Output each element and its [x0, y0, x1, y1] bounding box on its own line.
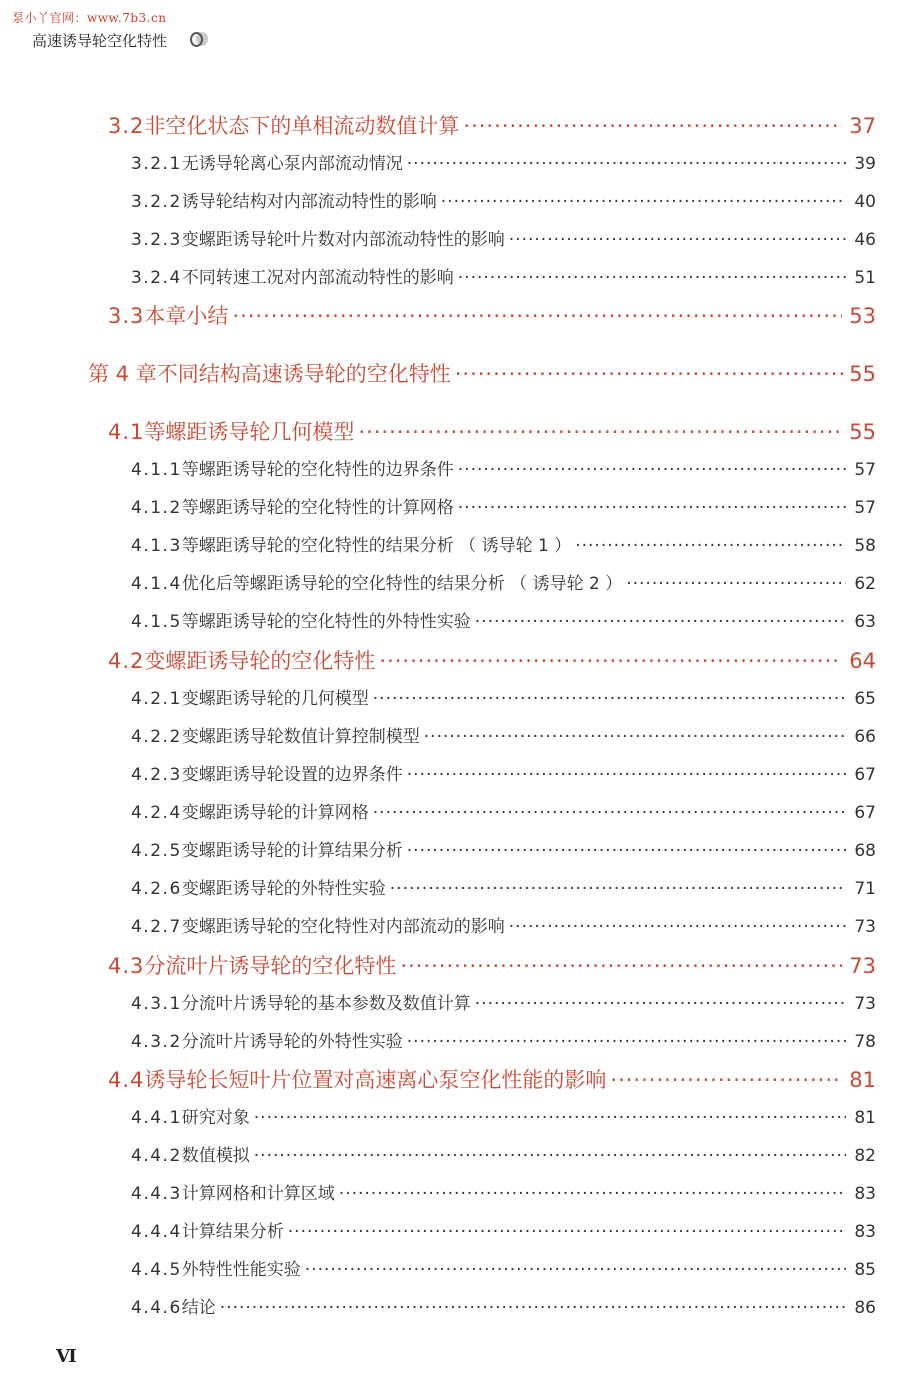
- toc-entry[interactable]: [131, 493, 876, 518]
- toc-entry-title: 结论: [181, 1298, 216, 1318]
- toc-entry[interactable]: [131, 263, 876, 288]
- toc-entry-page: 55: [849, 362, 876, 386]
- toc-entry[interactable]: [131, 607, 876, 632]
- toc-entry-title: 无诱导轮离心泵内部流动情况: [181, 154, 403, 174]
- toc-entry-title: 诱导轮长短叶片位置对高速离心泵空化性能的影响: [144, 1068, 607, 1092]
- toc-entry-number: 4.4.5: [131, 1260, 182, 1280]
- toc-entry-number: 3.2.4: [131, 268, 182, 288]
- toc-leader-dots: [373, 689, 846, 709]
- toc-entry-number: 4.4.4: [131, 1222, 182, 1242]
- toc-entry-title: 外特性性能实验: [181, 1260, 301, 1280]
- toc-entry-page: 86: [854, 1298, 876, 1318]
- toc-entry-title: 不同结构高速诱导轮的空化特性: [156, 362, 451, 386]
- toc-leader-dots: [407, 1032, 846, 1052]
- toc-leader-dots: [626, 574, 846, 594]
- toc-entry-title: 不同转速工况对内部流动特性的影响: [181, 268, 454, 288]
- toc-entry[interactable]: [108, 950, 876, 980]
- toc-entry-page: 68: [854, 841, 876, 861]
- toc-leader-dots: [400, 954, 842, 978]
- toc-entry-number: 3.2: [108, 114, 145, 138]
- toc-entry[interactable]: [131, 1027, 876, 1052]
- toc-entry-page: 81: [854, 1108, 876, 1128]
- toc-entry-page: 63: [854, 612, 876, 632]
- toc-entry-number: 4.1.2: [131, 498, 182, 518]
- toc-entry-number: 3.2.3: [131, 230, 182, 250]
- toc-entry[interactable]: [131, 1293, 876, 1318]
- toc-leader-dots: [305, 1260, 846, 1280]
- toc-entry-title: 分流叶片诱导轮的空化特性: [144, 954, 397, 978]
- toc-leader-dots: [358, 420, 842, 444]
- toc-entry-number: 4.3: [108, 954, 145, 978]
- toc-leader-dots: [441, 192, 846, 212]
- toc-entry-page: 66: [854, 727, 876, 747]
- toc-entry-number: 4.2: [108, 649, 145, 673]
- toc-entry-page: 83: [854, 1184, 876, 1204]
- toc-entry-number: 4.2.6: [131, 879, 182, 899]
- toc-entry-page: 73: [849, 954, 876, 978]
- toc-entry-number: 3.2.2: [131, 192, 182, 212]
- toc-leader-dots: [339, 1184, 846, 1204]
- toc-entry[interactable]: [131, 1255, 876, 1280]
- toc-entry-number: 4.1: [108, 420, 145, 444]
- toc-entry-page: 62: [854, 574, 876, 594]
- toc-leader-dots: [458, 268, 846, 288]
- toc-leader-dots: [509, 230, 846, 250]
- toc-entry-title: 变螺距诱导轮的计算网格: [181, 803, 369, 823]
- toc-leader-dots: [458, 460, 846, 480]
- toc-entry-page: 65: [854, 689, 876, 709]
- toc-entry-number: 4.2.2: [131, 727, 182, 747]
- toc-entry-number: 4.1.1: [131, 460, 182, 480]
- toc-leader-dots: [254, 1146, 846, 1166]
- toc-entry-page: 83: [854, 1222, 876, 1242]
- toc-leader-dots: [475, 994, 846, 1014]
- toc-entry-page: 64: [849, 649, 876, 673]
- toc-entry[interactable]: [131, 1103, 876, 1128]
- toc-entry[interactable]: [131, 1217, 876, 1242]
- toc-entry[interactable]: [131, 989, 876, 1014]
- toc-entry-number: 4.1.4: [131, 574, 182, 594]
- toc-leader-dots: [463, 114, 842, 138]
- toc-entry-page: 39: [854, 154, 876, 174]
- toc-leader-dots: [407, 841, 846, 861]
- toc-entry-number: 4.3.1: [131, 994, 182, 1014]
- toc-leader-dots: [254, 1108, 846, 1128]
- toc-entry-number: 4.4.6: [131, 1298, 182, 1318]
- toc-leader-dots: [373, 803, 846, 823]
- toc-entry-page: 73: [854, 917, 876, 937]
- toc-entry-number: 4.1.3: [131, 536, 182, 556]
- toc-entry-title: 等螺距诱导轮的空化特性的计算网格: [181, 498, 454, 518]
- toc-entry-page: 67: [854, 803, 876, 823]
- toc-entry-page: 37: [849, 114, 876, 138]
- toc-entry[interactable]: [108, 416, 876, 446]
- toc-entry[interactable]: [131, 684, 876, 709]
- toc-entry-page: 57: [854, 460, 876, 480]
- toc-entry[interactable]: [131, 531, 876, 556]
- toc-entry-page: 40: [854, 192, 876, 212]
- toc-entry[interactable]: [108, 645, 876, 675]
- toc-entry-title: 等螺距诱导轮的空化特性的边界条件: [181, 460, 454, 480]
- toc-entry-page: 57: [854, 498, 876, 518]
- toc-entry[interactable]: [131, 760, 876, 785]
- toc-entry-title: 变螺距诱导轮叶片数对内部流动特性的影响: [181, 230, 505, 250]
- toc-entry-title: 变螺距诱导轮的空化特性: [144, 649, 376, 673]
- toc-leader-dots: [390, 879, 846, 899]
- toc-entry[interactable]: [131, 798, 876, 823]
- toc-entry-title: 本章小结: [144, 304, 229, 328]
- toc-entry[interactable]: [131, 1179, 876, 1204]
- toc-entry-page: 71: [854, 879, 876, 899]
- toc-entry-page: 73: [854, 994, 876, 1014]
- toc-entry-title: 变螺距诱导轮的计算结果分析: [181, 841, 403, 861]
- toc-entry[interactable]: [88, 358, 876, 388]
- toc-entry-title: 计算结果分析: [181, 1222, 284, 1242]
- toc-entry-title: 研究对象: [181, 1108, 250, 1128]
- toc-entry-number: 4.4.2: [131, 1146, 182, 1166]
- toc-leader-dots: [455, 362, 846, 386]
- toc-entry-page: 81: [849, 1068, 876, 1092]
- toc-entry-page: 55: [849, 420, 876, 444]
- toc-entry-title: 变螺距诱导轮数值计算控制模型: [181, 727, 420, 747]
- toc-entry[interactable]: [131, 149, 876, 174]
- toc-entry-title: 优化后等螺距诱导轮的空化特性的结果分析 （ 诱导轮 2 ）: [181, 574, 623, 594]
- page-number: Ⅵ: [56, 1346, 77, 1367]
- toc-entry-title: 分流叶片诱导轮的基本参数及数值计算: [181, 994, 471, 1014]
- toc-entry-number: 4.2.4: [131, 803, 182, 823]
- toc-entry-number: 4.2.3: [131, 765, 182, 785]
- toc-leader-dots: [458, 498, 846, 518]
- toc-entry[interactable]: [108, 300, 876, 330]
- toc-entry-number: 4.4.1: [131, 1108, 182, 1128]
- toc-entry-title: 非空化状态下的单相流动数值计算: [144, 114, 460, 138]
- toc-entry-number: 4.1.5: [131, 612, 182, 632]
- toc-entry[interactable]: [131, 722, 876, 747]
- toc-entry[interactable]: [108, 1064, 876, 1094]
- toc-leader-dots: [407, 154, 846, 174]
- toc-entry[interactable]: [131, 569, 876, 594]
- toc-entry-number: 4.2.1: [131, 689, 182, 709]
- toc-entry-number: 4.2.5: [131, 841, 182, 861]
- toc-entry-page: 51: [854, 268, 876, 288]
- toc-entry-title: 分流叶片诱导轮的外特性实验: [181, 1032, 403, 1052]
- toc-entry-title: 诱导轮结构对内部流动特性的影响: [181, 192, 437, 212]
- toc-entry-page: 67: [854, 765, 876, 785]
- toc-entry-number: 4.4.3: [131, 1184, 182, 1204]
- toc-leader-dots: [407, 765, 846, 785]
- toc-entry-number: 第 4 章: [88, 362, 157, 386]
- running-header-title: 高速诱导轮空化特性: [32, 32, 168, 50]
- toc-leader-dots: [475, 612, 846, 632]
- toc-entry-title: 数值模拟: [181, 1146, 250, 1166]
- toc-entry-title: 变螺距诱导轮的几何模型: [181, 689, 369, 709]
- toc-entry-page: 53: [849, 304, 876, 328]
- toc-entry-number: 4.2.7: [131, 917, 182, 937]
- toc-entry-number: 4.4: [108, 1068, 145, 1092]
- toc-entry-page: 58: [854, 536, 876, 556]
- toc-leader-dots: [232, 304, 842, 328]
- toc-entry-number: 3.3: [108, 304, 145, 328]
- toc-entry-page: 46: [854, 230, 876, 250]
- toc-leader-dots: [610, 1068, 842, 1092]
- toc-entry[interactable]: [131, 912, 876, 937]
- toc-entry-title: 变螺距诱导轮设置的边界条件: [181, 765, 403, 785]
- toc-entry-title: 等螺距诱导轮几何模型: [144, 420, 355, 444]
- toc-leader-dots: [288, 1222, 846, 1242]
- toc-leader-dots: [424, 727, 846, 747]
- toc-leader-dots: [575, 536, 846, 556]
- toc-entry-title: 变螺距诱导轮的空化特性对内部流动的影响: [181, 917, 505, 937]
- toc-entry[interactable]: [131, 187, 876, 212]
- toc-entry[interactable]: [108, 110, 876, 140]
- toc-entry[interactable]: [131, 455, 876, 480]
- toc-entry-title: 计算网格和计算区域: [181, 1184, 335, 1204]
- toc-entry[interactable]: [131, 1141, 876, 1166]
- toc-entry-number: 3.2.1: [131, 154, 182, 174]
- toc-entry-number: 4.3.2: [131, 1032, 182, 1052]
- toc-entry[interactable]: [131, 874, 876, 899]
- toc-entry-page: 82: [854, 1146, 876, 1166]
- toc-entry-page: 78: [854, 1032, 876, 1052]
- toc-entry-title: 等螺距诱导轮的空化特性的结果分析 （ 诱导轮 1 ）: [181, 536, 572, 556]
- toc-leader-dots: [379, 649, 842, 673]
- toc-leader-dots: [220, 1298, 846, 1318]
- toc-entry-title: 变螺距诱导轮的外特性实验: [181, 879, 386, 899]
- toc-entry-page: 85: [854, 1260, 876, 1280]
- toc-leader-dots: [509, 917, 846, 937]
- toc-entry[interactable]: [131, 225, 876, 250]
- toc-entry-title: 等螺距诱导轮的空化特性的外特性实验: [181, 612, 471, 632]
- toc-entry[interactable]: [131, 836, 876, 861]
- watermark: 泵小丫官网：www.7b3.cn: [12, 11, 167, 25]
